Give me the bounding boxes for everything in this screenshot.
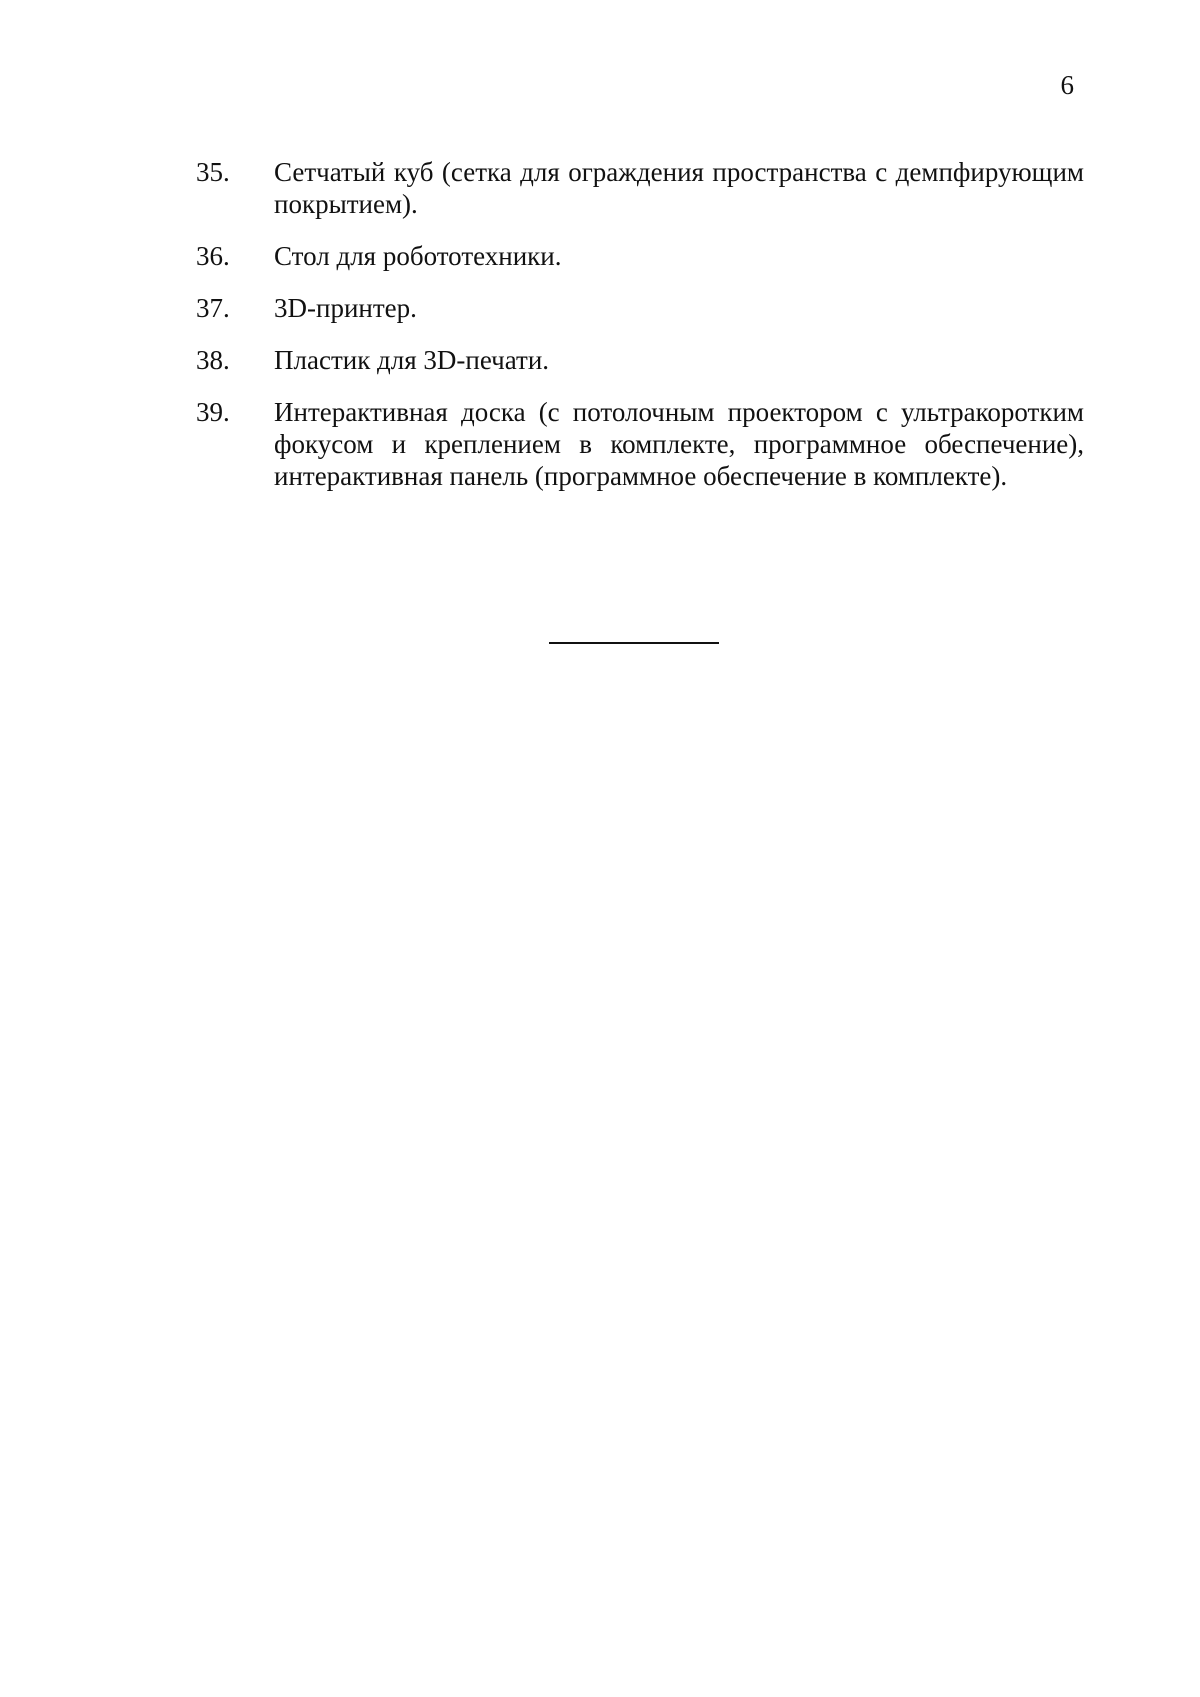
item-text: Сетчатый куб (сетка для ограждения пространства с демпфирующим покрытием). — [274, 157, 1084, 219]
end-divider — [549, 642, 719, 644]
list-item — [196, 240, 1084, 272]
item-number: 36. — [196, 241, 230, 271]
item-number: 38. — [196, 345, 230, 375]
item-number: 39. — [196, 397, 230, 427]
item-text: Стол для робототехники. — [274, 241, 562, 271]
page-number: 6 — [1060, 70, 1074, 100]
equipment-list — [196, 156, 1084, 512]
item-text: Интерактивная доска (с потолочным проектором с ультракоротким фокусом и креплением в комплекте, программное обеспечение), интерактивная панель (программное обеспечение в комплекте). — [274, 397, 1084, 491]
item-text: 3D-принтер. — [274, 293, 417, 323]
list-item — [196, 292, 1084, 324]
item-number: 37. — [196, 293, 230, 323]
item-text: Пластик для 3D-печати. — [274, 345, 550, 375]
list-item — [196, 156, 1084, 220]
item-number: 35. — [196, 157, 230, 187]
list-item — [196, 396, 1084, 492]
list-item — [196, 344, 1084, 376]
